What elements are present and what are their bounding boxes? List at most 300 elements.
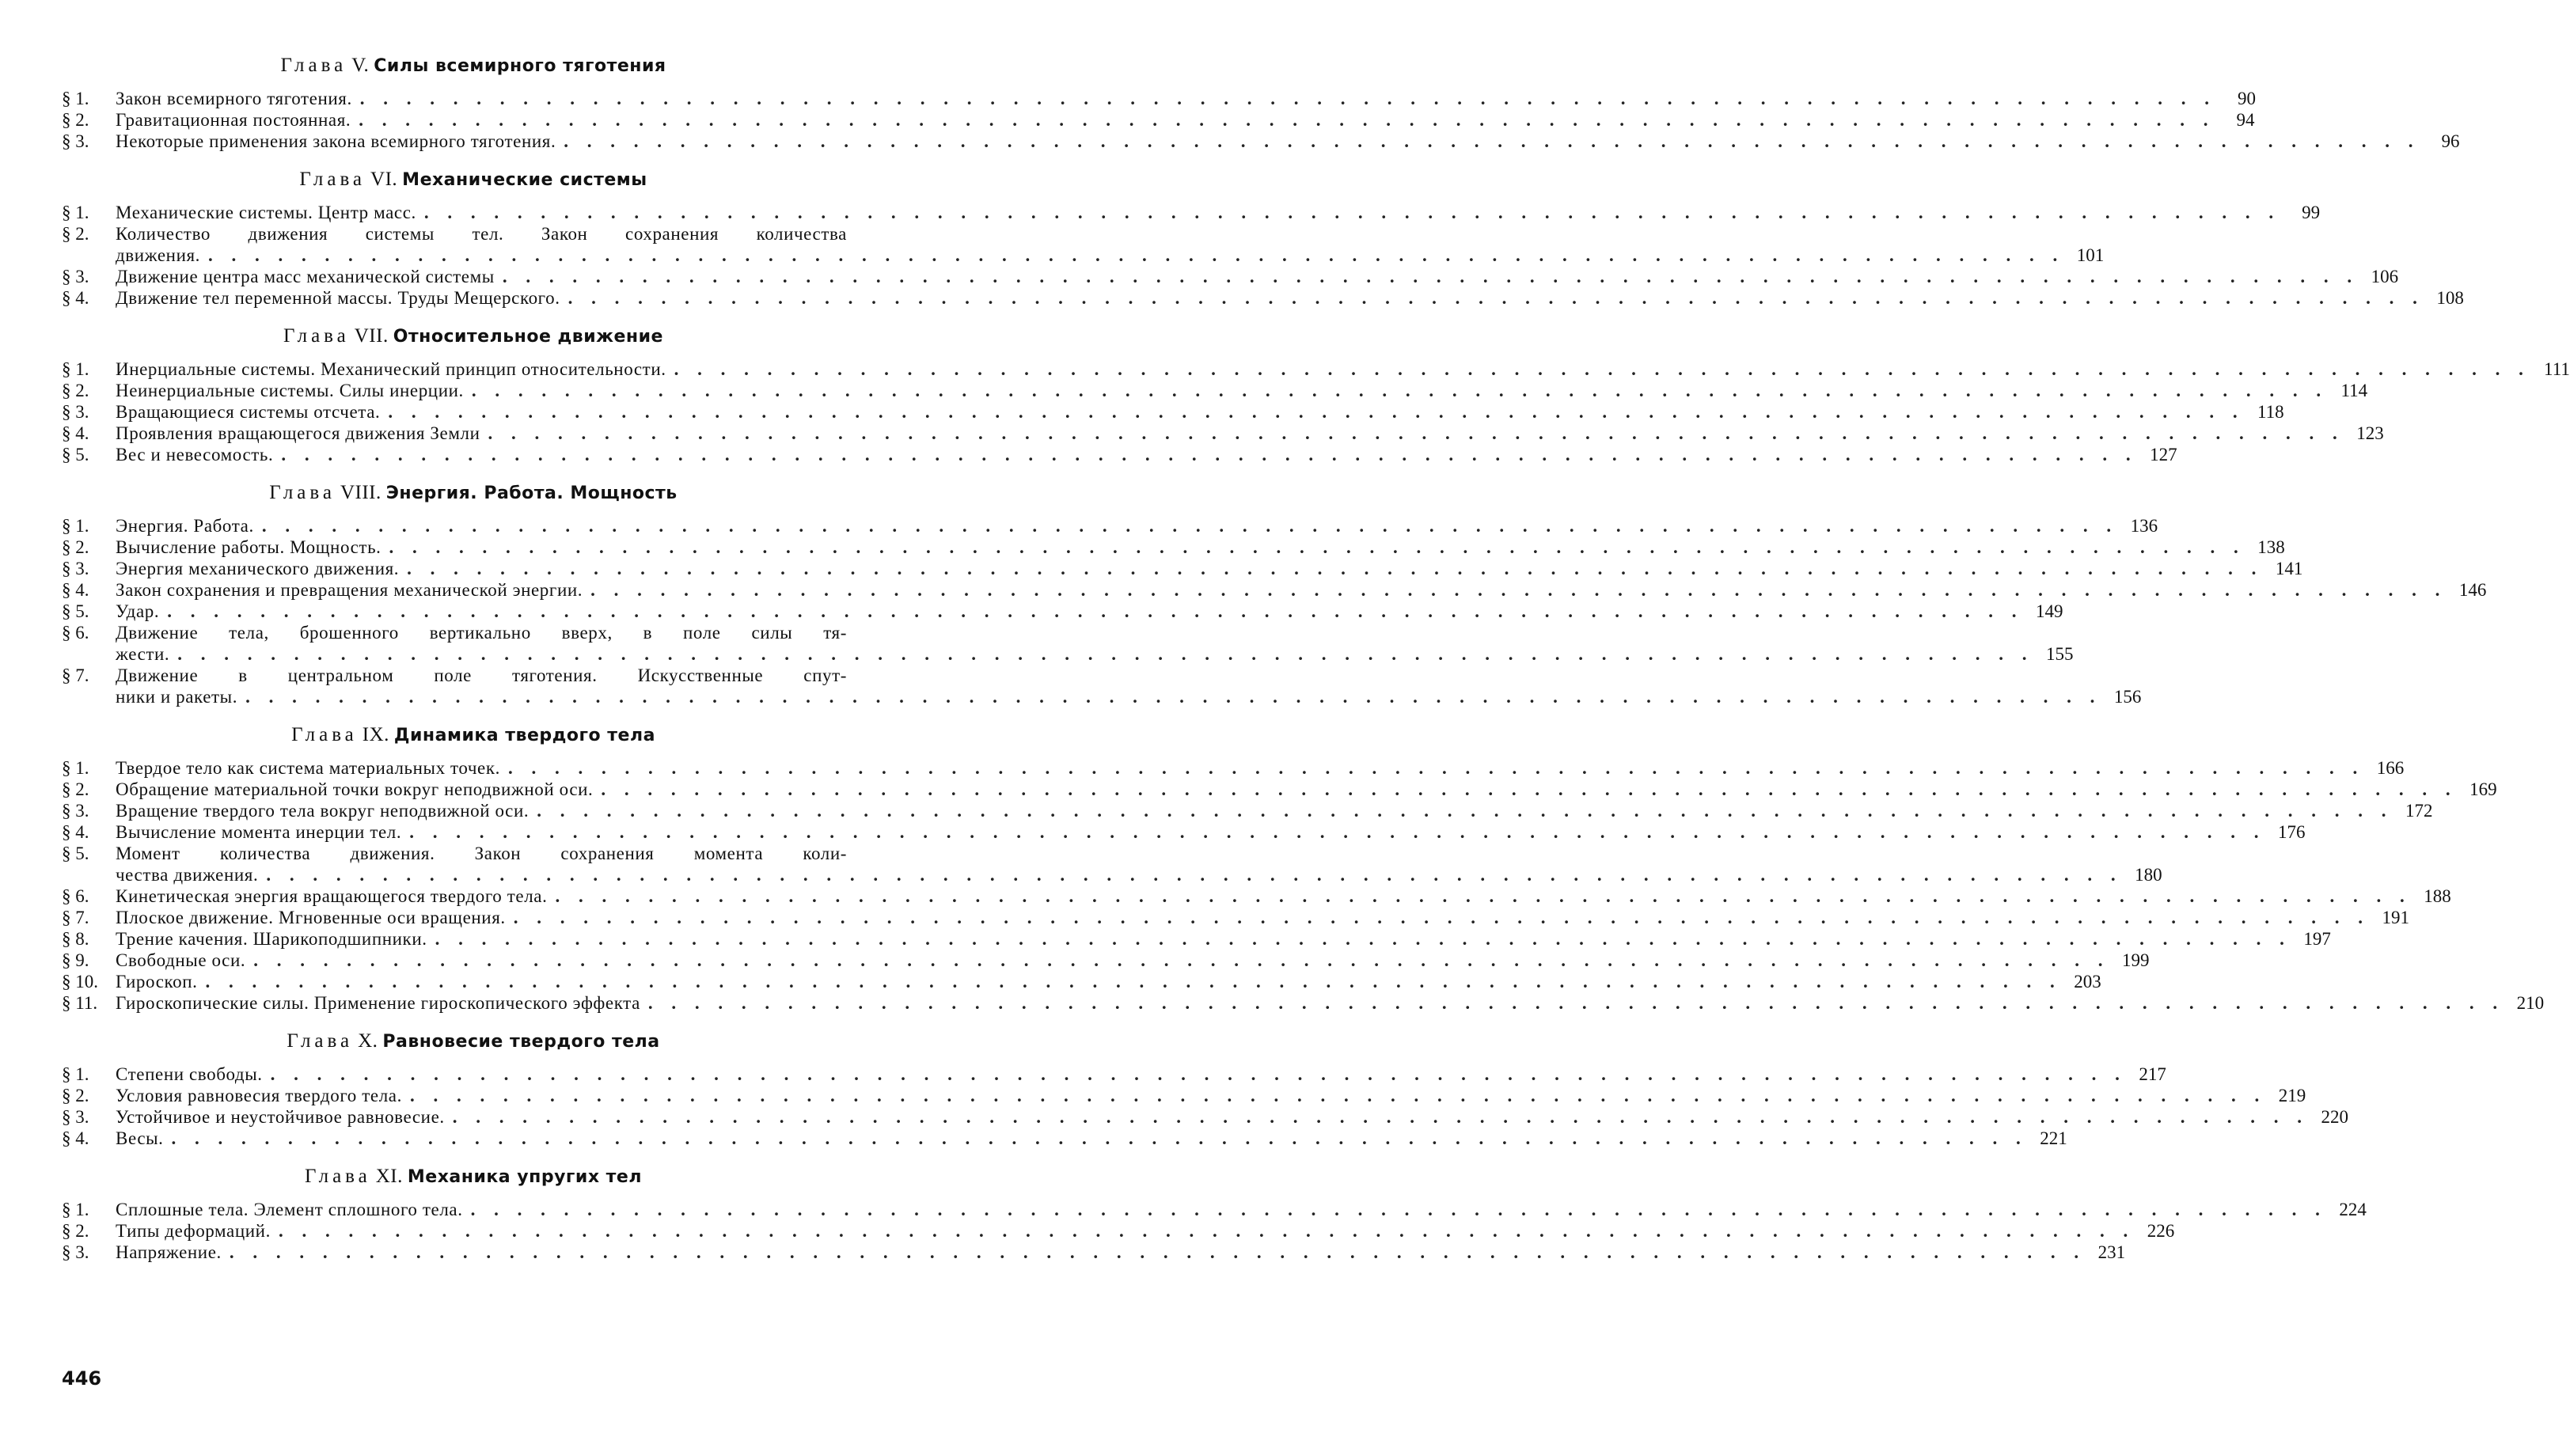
- toc-entry: [62, 444, 2177, 465]
- dot-leader: . . . . . . . . . . . . . . . . . . . . . . . . . . . . . . . . . . . . . . . . . . . . . . . . . . . . . . . . . . . . . . . . . . . . . . . . . . . . . . . .: [407, 559, 2264, 578]
- chapter-number: VII.: [354, 325, 389, 347]
- entry-title: Условия равновесия твердого тела.: [116, 1086, 402, 1105]
- entry-title: ники и ракеты.: [116, 687, 238, 707]
- entry-title: Механические системы. Центр масс.: [116, 203, 416, 222]
- section-number: § 4.: [62, 288, 89, 308]
- chapter-title: Силы всемирного тяготения: [374, 56, 666, 76]
- dot-leader: . . . . . . . . . . . . . . . . . . . . . . . . . . . . . . . . . . . . . . . . . . . . . . . . . . . . . . . . . . . . . . . . . . . . . . . . . . . . . . . .: [171, 1128, 2028, 1148]
- chapter-title: Относительное движение: [393, 327, 663, 347]
- section-number: § 7.: [62, 908, 89, 927]
- toc-entry: [62, 515, 2158, 537]
- entry-body: [116, 622, 2074, 665]
- page-number-ref: 197: [2303, 929, 2331, 949]
- entry-title: движения.: [116, 245, 201, 265]
- entry-title-last-line: [116, 864, 2162, 885]
- entry-title-line: Движение тела, брошенного вертикально вверх, в поле силы тя-: [116, 623, 847, 643]
- entry-body: [116, 109, 2255, 131]
- page-number-ref: 172: [2405, 801, 2433, 821]
- entry-title-last-line: [116, 1199, 2367, 1220]
- entry-body: [116, 992, 2545, 1014]
- entry-title: Напряжение.: [116, 1242, 222, 1262]
- entry-title: Проявления вращающегося движения Земли: [116, 423, 480, 443]
- table-of-contents: [62, 52, 2570, 1277]
- entry-title-last-line: [116, 423, 2384, 444]
- entry-body: [116, 601, 2063, 622]
- page-number-ref: 221: [2040, 1128, 2067, 1148]
- page-number-ref: 138: [2257, 537, 2285, 557]
- entry-body: [116, 907, 2409, 928]
- chapter-section: [62, 1028, 2348, 1149]
- entry-title: Твердое тело как система материальных точек.: [116, 758, 500, 778]
- page-number-ref: 101: [2076, 245, 2105, 265]
- entry-body: [116, 401, 2284, 423]
- section-number: § 4.: [62, 822, 89, 842]
- entry-title-last-line: [116, 88, 2257, 109]
- entry-body: [116, 1128, 2067, 1149]
- entry-title-last-line: [116, 287, 2464, 309]
- entry-title-last-line: [116, 266, 2399, 287]
- section-number: § 3.: [62, 1107, 89, 1127]
- entry-body: [116, 537, 2285, 558]
- entry-body: [116, 515, 2158, 537]
- section-number: § 1.: [62, 359, 89, 379]
- entry-title-last-line: [116, 779, 2497, 800]
- page-number-ref: 226: [2147, 1221, 2175, 1241]
- page-number-ref: 149: [2035, 601, 2063, 621]
- chapter-label: Глава: [299, 169, 366, 190]
- entry-body: [116, 928, 2331, 950]
- entry-body: [116, 380, 2368, 401]
- section-number: § 4.: [62, 580, 89, 600]
- entry-title-last-line: [116, 109, 2255, 131]
- toc-entry: [62, 971, 2101, 992]
- entry-title: Энергия механического движения.: [116, 559, 400, 578]
- section-number: § 4.: [62, 1128, 89, 1148]
- page-number-ref: 108: [2436, 288, 2464, 308]
- dot-leader: . . . . . . . . . . . . . . . . . . . . . . . . . . . . . . . . . . . . . . . . . . . . . . . . . . . . . . . . . . . . . . . . . . . . . . . . . . . . . . . .: [409, 1086, 2267, 1105]
- entry-title-last-line: [116, 907, 2409, 928]
- entry-title-last-line: [116, 515, 2158, 537]
- toc-entry: [62, 1064, 2166, 1085]
- toc-entry: [62, 380, 2368, 401]
- page-number-ref: 199: [2122, 950, 2150, 970]
- entry-body: [116, 579, 2487, 601]
- toc-entry: [62, 821, 2306, 843]
- toc-entry: [62, 202, 2321, 223]
- page-number-ref: 217: [2139, 1064, 2166, 1084]
- page-number-ref: 169: [2469, 779, 2497, 799]
- entry-title-last-line: [116, 401, 2284, 423]
- dot-leader: . . . . . . . . . . . . . . . . . . . . . . . . . . . . . . . . . . . . . . . . . . . . . . . . . . . . . . . . . . . . . . . . . . . . . . . . . . . . . . . .: [359, 89, 2217, 108]
- page-number: 446: [62, 1367, 102, 1390]
- toc-entry: [62, 131, 2460, 152]
- chapter-title: Механика упругих тел: [407, 1167, 642, 1187]
- entry-title: Сплошные тела. Элемент сплошного тела.: [116, 1200, 463, 1219]
- chapter-title: Динамика твердого тела: [393, 726, 655, 745]
- chapter-section: [62, 480, 2487, 707]
- chapter-section: [62, 52, 2460, 152]
- entry-body: [116, 358, 2570, 380]
- entry-body: [116, 800, 2433, 821]
- entry-title: Вычисление момента инерции тел.: [116, 822, 402, 842]
- page-number-ref: 114: [2340, 381, 2368, 400]
- page-number-ref: 191: [2382, 908, 2409, 927]
- chapter-section: [62, 323, 2570, 465]
- chapter-number: VI.: [370, 169, 398, 190]
- dot-leader: . . . . . . . . . . . . . . . . . . . . . . . . . . . . . . . . . . . . . . . . . . . . . . . . . . . . . . . . . . . . . . . . . . . . . . . . . . . . . . . .: [205, 972, 2062, 992]
- chapter-title: Механические системы: [402, 170, 647, 190]
- section-number: § 3.: [62, 267, 89, 286]
- entry-title: Вычисление работы. Мощность.: [116, 537, 382, 557]
- toc-entry: [62, 88, 2257, 109]
- page-number-ref: 203: [2074, 972, 2101, 992]
- entry-body: [116, 444, 2177, 465]
- entry-body: [116, 1085, 2306, 1106]
- entry-title: Закон всемирного тяготения.: [116, 89, 352, 108]
- chapter-heading: [62, 1163, 885, 1191]
- dot-leader: . . . . . . . . . . . . . . . . . . . . . . . . . . . . . . . . . . . . . . . . . . . . . . . . . . . . . . . . . . . . . . . . . . . . . . . . . . . . . . . .: [245, 687, 2102, 707]
- section-number: § 2.: [62, 381, 89, 400]
- chapter-heading: [62, 480, 885, 507]
- entry-title-last-line: [116, 1220, 2175, 1242]
- chapter-number: XI.: [375, 1166, 403, 1187]
- entry-body: [116, 266, 2399, 287]
- dot-leader: . . . . . . . . . . . . . . . . . . . . . . . . . . . . . . . . . . . . . . . . . . . . . . . . . . . . . . . . . . . . . . . . . . . . . . . . . . . . . . . .: [452, 1107, 2309, 1127]
- entry-title-last-line: [116, 601, 2063, 622]
- entry-title: Весы.: [116, 1128, 164, 1148]
- entry-title-last-line: [116, 1106, 2348, 1128]
- chapter-number: X.: [358, 1030, 378, 1052]
- toc-entry: [62, 1199, 2367, 1220]
- entry-body: [116, 223, 2105, 266]
- entry-title-last-line: [116, 558, 2303, 579]
- entry-title: Энергия. Работа.: [116, 516, 254, 536]
- entry-title: жести.: [116, 644, 170, 664]
- entry-title: Гироскопические силы. Применение гироскопического эффекта: [116, 993, 640, 1013]
- toc-entry: [62, 287, 2464, 309]
- entry-title: чества движения.: [116, 865, 259, 885]
- section-number: § 6.: [62, 623, 89, 643]
- entry-title-last-line: [116, 202, 2321, 223]
- dot-leader: . . . . . . . . . . . . . . . . . . . . . . . . . . . . . . . . . . . . . . . . . . . . . . . . . . . . . . . . . . . . . . . . . . . . . . . . . . . . . . . .: [261, 516, 2119, 536]
- section-number: § 3.: [62, 1242, 89, 1262]
- entry-title: Обращение материальной точки вокруг неподвижной оси.: [116, 779, 594, 799]
- chapter-label: Глава: [305, 1166, 371, 1187]
- entry-title: Вес и невесомость.: [116, 445, 274, 464]
- dot-leader: . . . . . . . . . . . . . . . . . . . . . . . . . . . . . . . . . . . . . . . . . . . . . . . . . . . . . . . . . . . . . . . . . . . . . . . . . . . . . . . .: [568, 288, 2424, 308]
- entry-title-last-line: [116, 380, 2368, 401]
- chapter-heading: [62, 52, 885, 80]
- page-number-ref: 96: [2441, 131, 2460, 151]
- section-number: § 5.: [62, 601, 89, 621]
- chapter-section: [62, 166, 2464, 309]
- chapter-heading: [62, 166, 885, 194]
- toc-entry: [62, 992, 2545, 1014]
- section-number: § 1.: [62, 758, 89, 778]
- section-number: § 2.: [62, 779, 89, 799]
- dot-leader: . . . . . . . . . . . . . . . . . . . . . . . . . . . . . . . . . . . . . . . . . . . . . . . . . . . . . . . . . . . . . . . . . . . . . . . . . . . . . . . .: [359, 110, 2215, 130]
- toc-entry: [62, 928, 2331, 950]
- page-number-ref: 127: [2150, 445, 2177, 464]
- entry-body: [116, 1220, 2175, 1242]
- entry-title-line: Количество движения системы тел. Закон сохранения количества: [116, 224, 847, 244]
- page-number-ref: 155: [2046, 644, 2074, 664]
- page-number-ref: 123: [2356, 423, 2384, 443]
- entry-title-last-line: [116, 444, 2177, 465]
- dot-leader: . . . . . . . . . . . . . . . . . . . . . . . . . . . . . . . . . . . . . . . . . . . . . . . . . . . . . . . . . . . . . . . . . . . . . . . . . . . . . . . .: [537, 801, 2393, 821]
- dot-leader: . . . . . . . . . . . . . . . . . . . . . . . . . . . . . . . . . . . . . . . . . . . . . . . . . . . . . . . . . . . . . . . . . . . . . . . . . . . . . . . .: [270, 1064, 2127, 1084]
- dot-leader: . . . . . . . . . . . . . . . . . . . . . . . . . . . . . . . . . . . . . . . . . . . . . . . . . . . . . . . . . . . . . . . . . . . . . . . . . . . . . . . .: [555, 886, 2412, 906]
- page-number-ref: 141: [2275, 559, 2303, 578]
- entry-title-last-line: [116, 821, 2306, 843]
- section-number: § 1.: [62, 89, 89, 108]
- section-number: § 11.: [62, 993, 98, 1013]
- chapter-label: Глава: [269, 482, 336, 503]
- entry-body: [116, 1242, 2126, 1263]
- toc-entry: [62, 800, 2433, 821]
- toc-entry: [62, 907, 2409, 928]
- entry-title-last-line: [116, 1242, 2126, 1263]
- toc-entry: [62, 109, 2255, 131]
- entry-title: Кинетическая энергия вращающегося твердого тела.: [116, 886, 548, 906]
- chapter-heading: [62, 323, 885, 351]
- entry-title: Вращение твердого тела вокруг неподвижной оси.: [116, 801, 530, 821]
- toc-entry: [62, 579, 2487, 601]
- toc-entry: [62, 1085, 2306, 1106]
- toc-entry: [62, 885, 2451, 907]
- entry-body: [116, 202, 2321, 223]
- toc-entry: [62, 266, 2399, 287]
- entry-title: Свободные оси.: [116, 950, 246, 970]
- entry-title-last-line: [116, 1064, 2166, 1085]
- entry-title: Трение качения. Шарикоподшипники.: [116, 929, 427, 949]
- chapter-number: IX.: [362, 724, 389, 745]
- entry-title-last-line: [116, 245, 2105, 266]
- entry-body: [116, 843, 2162, 885]
- entry-body: [116, 885, 2451, 907]
- page-number-ref: 106: [2371, 267, 2399, 286]
- entry-title: Некоторые применения закона всемирного тяготения.: [116, 131, 556, 151]
- page-number-ref: 231: [2097, 1242, 2126, 1262]
- entry-title-last-line: [116, 1128, 2067, 1149]
- page-number-ref: 136: [2130, 516, 2158, 536]
- entry-title-last-line: [116, 643, 2074, 665]
- dot-leader: . . . . . . . . . . . . . . . . . . . . . . . . . . . . . . . . . . . . . . . . . . . . . . . . . . . . . . . . . . . . . . . . . . . . . . . . . . . . . . . .: [674, 359, 2530, 379]
- chapter-heading: [62, 722, 885, 749]
- chapter-label: Глава: [291, 724, 358, 745]
- chapter-section: [62, 1163, 2367, 1263]
- page-number-ref: 90: [2238, 89, 2257, 108]
- page-number-ref: 224: [2339, 1200, 2367, 1219]
- page-number-ref: 111: [2544, 359, 2570, 379]
- toc-entry: [62, 537, 2285, 558]
- entry-title: Степени свободы.: [116, 1064, 263, 1084]
- toc-entry: [62, 779, 2497, 800]
- entry-title-last-line: [116, 928, 2331, 950]
- entry-body: [116, 971, 2101, 992]
- toc-entry: [62, 401, 2284, 423]
- entry-title-last-line: [116, 1085, 2306, 1106]
- dot-leader: . . . . . . . . . . . . . . . . . . . . . . . . . . . . . . . . . . . . . . . . . . . . . . . . . . . . . . . . . . . . . . . . . . . . . . . . . . . . . . . .: [253, 950, 2110, 970]
- section-number: § 5.: [62, 445, 89, 464]
- entry-title-last-line: [116, 131, 2460, 152]
- section-number: § 1.: [62, 516, 89, 536]
- entry-body: [116, 558, 2303, 579]
- page-number-ref: 210: [2516, 993, 2545, 1013]
- toc-entry: [62, 843, 2162, 885]
- entry-body: [116, 423, 2384, 444]
- dot-leader: . . . . . . . . . . . . . . . . . . . . . . . . . . . . . . . . . . . . . . . . . . . . . . . . . . . . . . . . . . . . . . . . . . . . . . . . . . . . . . . .: [564, 131, 2420, 151]
- toc-entry: [62, 558, 2303, 579]
- entry-title-last-line: [116, 950, 2150, 971]
- dot-leader: . . . . . . . . . . . . . . . . . . . . . . . . . . . . . . . . . . . . . . . . . . . . . . . . . . . . . . . . . . . . . . . . . . . . . . . . . . . . . . . .: [507, 758, 2365, 778]
- page-number-ref: 188: [2424, 886, 2451, 906]
- chapter-heading: [62, 1028, 885, 1056]
- section-number: § 5.: [62, 844, 89, 863]
- entry-title: Вращающиеся системы отсчета.: [116, 402, 381, 422]
- toc-entry: [62, 1220, 2175, 1242]
- entry-title-last-line: [116, 800, 2433, 821]
- dot-leader: . . . . . . . . . . . . . . . . . . . . . . . . . . . . . . . . . . . . . . . . . . . . . . . . . . . . . . . . . . . . . . . . . . . . . . . . . . . . . . . .: [281, 445, 2138, 464]
- dot-leader: . . . . . . . . . . . . . . . . . . . . . . . . . . . . . . . . . . . . . . . . . . . . . . . . . . . . . . . . . . . . . . . . . . . . . . . . . . . . . . . .: [229, 1242, 2086, 1262]
- toc-entry: [62, 1242, 2126, 1263]
- chapter-title: Энергия. Работа. Мощность: [385, 483, 678, 503]
- entry-body: [116, 821, 2306, 843]
- entry-body: [116, 287, 2464, 309]
- section-number: § 6.: [62, 886, 89, 906]
- section-number: § 8.: [62, 929, 89, 949]
- page-number-ref: 118: [2257, 402, 2284, 422]
- entry-title-last-line: [116, 579, 2487, 601]
- toc-entry: [62, 223, 2105, 266]
- chapter-label: Глава: [283, 325, 350, 347]
- dot-leader: . . . . . . . . . . . . . . . . . . . . . . . . . . . . . . . . . . . . . . . . . . . . . . . . . . . . . . . . . . . . . . . . . . . . . . . . . . . . . . . .: [502, 267, 2359, 286]
- dot-leader: . . . . . . . . . . . . . . . . . . . . . . . . . . . . . . . . . . . . . . . . . . . . . . . . . . . . . . . . . . . . . . . . . . . . . . . . . . . . . . . .: [471, 381, 2329, 400]
- dot-leader: . . . . . . . . . . . . . . . . . . . . . . . . . . . . . . . . . . . . . . . . . . . . . . . . . . . . . . . . . . . . . . . . . . . . . . . . . . . . . . . .: [601, 779, 2458, 799]
- page-number-ref: 220: [2321, 1107, 2348, 1127]
- entry-title: Движение центра масс механической системы: [116, 267, 495, 286]
- toc-entry: [62, 358, 2570, 380]
- entry-body: [116, 1106, 2348, 1128]
- dot-leader: . . . . . . . . . . . . . . . . . . . . . . . . . . . . . . . . . . . . . . . . . . . . . . . . . . . . . . . . . . . . . . . . . . . . . . . . . . . . . . . .: [590, 580, 2447, 600]
- entry-title-last-line: [116, 686, 2142, 707]
- page-number-ref: 176: [2277, 822, 2306, 842]
- entry-title-last-line: [116, 885, 2451, 907]
- toc-entry: [62, 601, 2063, 622]
- chapter-number: V.: [351, 55, 370, 76]
- page-number-ref: 180: [2135, 865, 2162, 885]
- entry-title-line: Движение в центральном поле тяготения. Искусственные спут-: [116, 665, 847, 685]
- chapter-label: Глава: [287, 1030, 354, 1052]
- section-number: § 3.: [62, 801, 89, 821]
- entry-body: [116, 665, 2142, 707]
- entry-title-last-line: [116, 358, 2570, 380]
- dot-leader: . . . . . . . . . . . . . . . . . . . . . . . . . . . . . . . . . . . . . . . . . . . . . . . . . . . . . . . . . . . . . . . . . . . . . . . . . . . . . . . .: [423, 203, 2281, 222]
- entry-title: Гравитационная постоянная.: [116, 110, 351, 130]
- dot-leader: . . . . . . . . . . . . . . . . . . . . . . . . . . . . . . . . . . . . . . . . . . . . . . . . . . . . . . . . . . . . . . . . . . . . . . . . . . . . . . . .: [278, 1221, 2135, 1241]
- entry-title-last-line: [116, 992, 2545, 1014]
- dot-leader: . . . . . . . . . . . . . . . . . . . . . . . . . . . . . . . . . . . . . . . . . . . . . . . . . . . . . . . . . . . . . . . . . . . . . . . . . . . . . . . .: [208, 245, 2065, 265]
- chapter-section: [62, 722, 2545, 1014]
- entry-title: Неинерциальные системы. Силы инерции.: [116, 381, 464, 400]
- page-number-ref: 94: [2236, 110, 2255, 130]
- toc-entry: [62, 665, 2142, 707]
- page-number-ref: 219: [2278, 1086, 2306, 1105]
- entry-title-last-line: [116, 971, 2101, 992]
- section-number: § 3.: [62, 131, 89, 151]
- entry-title: Типы деформаций.: [116, 1221, 271, 1241]
- page-number-ref: 146: [2458, 580, 2487, 600]
- toc-entry: [62, 622, 2074, 665]
- page-number-ref: 99: [2302, 203, 2321, 222]
- section-number: § 1.: [62, 1200, 89, 1219]
- entry-body: [116, 1064, 2166, 1085]
- entry-body: [116, 779, 2497, 800]
- section-number: § 1.: [62, 1064, 89, 1084]
- chapter-title: Равновесие твердого тела: [382, 1032, 660, 1052]
- entry-title: Удар.: [116, 601, 160, 621]
- entry-title: Плоское движение. Мгновенные оси вращения.: [116, 908, 506, 927]
- entry-body: [116, 88, 2257, 109]
- entry-title-last-line: [116, 537, 2285, 558]
- entry-body: [116, 1199, 2367, 1220]
- section-number: § 2.: [62, 110, 89, 130]
- section-number: § 2.: [62, 1086, 89, 1105]
- section-number: § 9.: [62, 950, 89, 970]
- entry-title: Закон сохранения и превращения механической энергии.: [116, 580, 583, 600]
- dot-leader: . . . . . . . . . . . . . . . . . . . . . . . . . . . . . . . . . . . . . . . . . . . . . . . . . . . . . . . . . . . . . . . . . . . . . . . . . . . . . . . .: [513, 908, 2370, 927]
- entry-title: Движение тел переменной массы. Труды Мещерского.: [116, 288, 560, 308]
- toc-entry: [62, 423, 2384, 444]
- dot-leader: . . . . . . . . . . . . . . . . . . . . . . . . . . . . . . . . . . . . . . . . . . . . . . . . . . . . . . . . . . . . . . . . . . . . . . . . . . . . . . . .: [647, 993, 2505, 1013]
- section-number: § 1.: [62, 203, 89, 222]
- section-number: § 4.: [62, 423, 89, 443]
- toc-entry: [62, 757, 2405, 779]
- chapter-number: VIII.: [340, 482, 382, 503]
- entry-body: [116, 950, 2150, 971]
- entry-title: Устойчивое и неустойчивое равновесие.: [116, 1107, 445, 1127]
- toc-entry: [62, 1128, 2067, 1149]
- section-number: § 10.: [62, 972, 98, 992]
- entry-title-last-line: [116, 757, 2405, 779]
- section-number: § 2.: [62, 537, 89, 557]
- dot-leader: . . . . . . . . . . . . . . . . . . . . . . . . . . . . . . . . . . . . . . . . . . . . . . . . . . . . . . . . . . . . . . . . . . . . . . . . . . . . . . . .: [167, 601, 2024, 621]
- entry-title: Инерциальные системы. Механический принцип относительности.: [116, 359, 666, 379]
- page-number-ref: 166: [2376, 758, 2405, 778]
- entry-title: Гироскоп.: [116, 972, 198, 992]
- dot-leader: . . . . . . . . . . . . . . . . . . . . . . . . . . . . . . . . . . . . . . . . . . . . . . . . . . . . . . . . . . . . . . . . . . . . . . . . . . . . . . . .: [266, 865, 2123, 885]
- toc-entry: [62, 1106, 2348, 1128]
- dot-leader: . . . . . . . . . . . . . . . . . . . . . . . . . . . . . . . . . . . . . . . . . . . . . . . . . . . . . . . . . . . . . . . . . . . . . . . . . . . . . . . .: [177, 644, 2034, 664]
- toc-entry: [62, 950, 2150, 971]
- chapter-label: Глава: [280, 55, 347, 76]
- entry-title-line: Момент количества движения. Закон сохранения момента коли-: [116, 844, 847, 863]
- section-number: § 3.: [62, 559, 89, 578]
- section-number: § 2.: [62, 1221, 89, 1241]
- dot-leader: . . . . . . . . . . . . . . . . . . . . . . . . . . . . . . . . . . . . . . . . . . . . . . . . . . . . . . . . . . . . . . . . . . . . . . . . . . . . . . . .: [409, 822, 2266, 842]
- dot-leader: . . . . . . . . . . . . . . . . . . . . . . . . . . . . . . . . . . . . . . . . . . . . . . . . . . . . . . . . . . . . . . . . . . . . . . . . . . . . . . . .: [470, 1200, 2327, 1219]
- entry-body: [116, 131, 2460, 152]
- section-number: § 7.: [62, 665, 89, 685]
- entry-body: [116, 757, 2405, 779]
- dot-leader: . . . . . . . . . . . . . . . . . . . . . . . . . . . . . . . . . . . . . . . . . . . . . . . . . . . . . . . . . . . . . . . . . . . . . . . . . . . . . . . .: [389, 537, 2245, 557]
- dot-leader: . . . . . . . . . . . . . . . . . . . . . . . . . . . . . . . . . . . . . . . . . . . . . . . . . . . . . . . . . . . . . . . . . . . . . . . . . . . . . . . .: [435, 929, 2291, 949]
- dot-leader: . . . . . . . . . . . . . . . . . . . . . . . . . . . . . . . . . . . . . . . . . . . . . . . . . . . . . . . . . . . . . . . . . . . . . . . . . . . . . . . .: [388, 402, 2245, 422]
- page-number-ref: 156: [2113, 687, 2142, 707]
- section-number: § 3.: [62, 402, 89, 422]
- section-number: § 2.: [62, 224, 89, 244]
- dot-leader: . . . . . . . . . . . . . . . . . . . . . . . . . . . . . . . . . . . . . . . . . . . . . . . . . . . . . . . . . . . . . . . . . . . . . . . . . . . . . . . .: [488, 423, 2344, 443]
